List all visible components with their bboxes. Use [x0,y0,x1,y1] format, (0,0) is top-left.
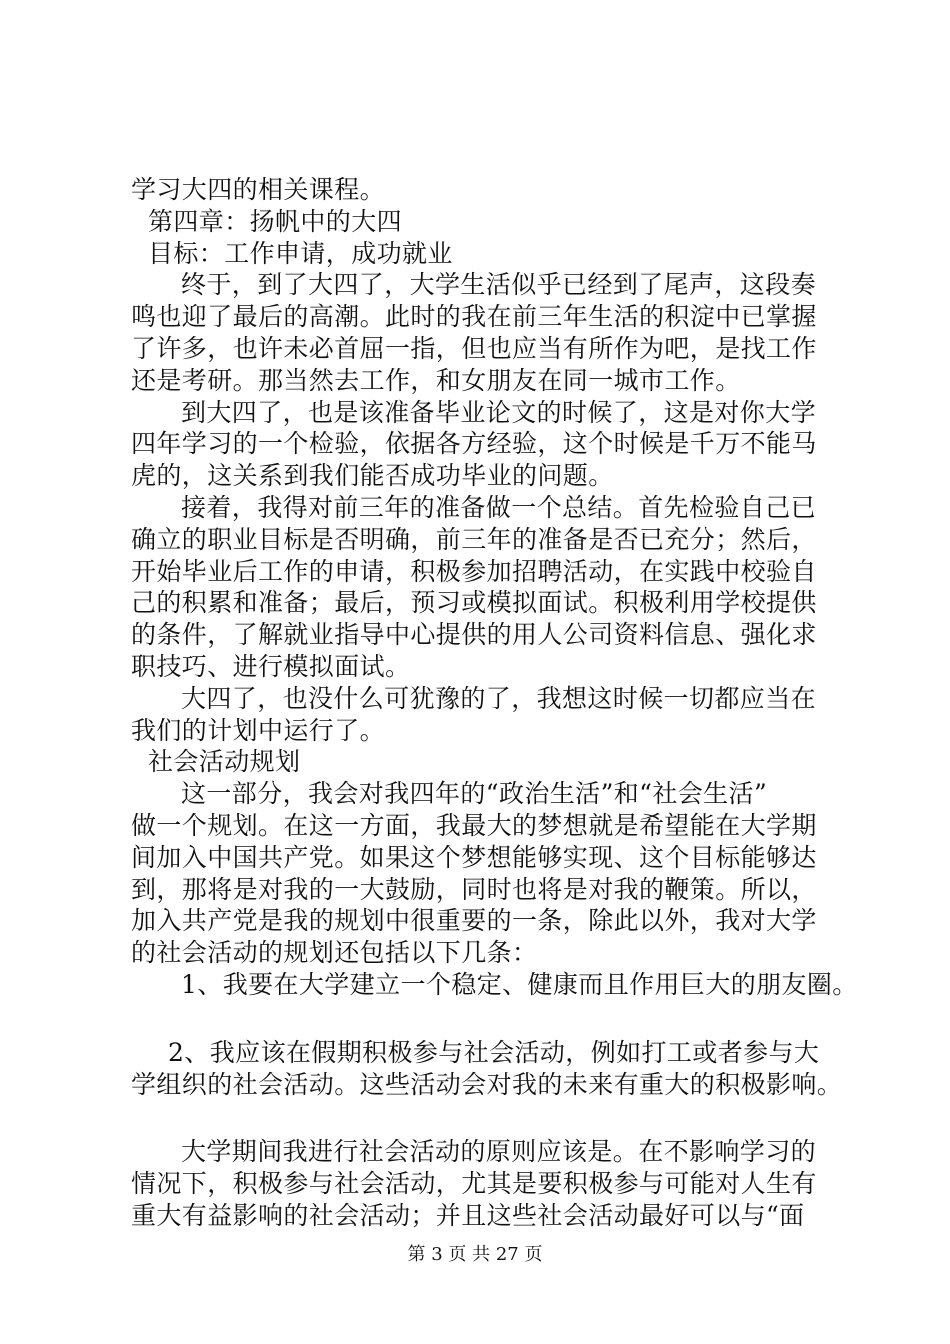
text-line: 确立的职业目标是否明确，前三年的准备是否已充分；然后， [131,524,817,554]
text-line: 终于，到了大四了，大学生活似乎已经到了尾声，这段奏 [181,270,817,300]
text-line: 到，那将是对我的一大鼓励，同时也将是对我的鞭策。所以， [131,874,817,904]
text-line: 开始毕业后工作的申请，积极参加招聘活动，在实践中校验自 [131,556,817,586]
document-body [131,174,858,1232]
text-line: 间加入中国共产党。如果这个梦想能够实现、这个目标能够达 [131,842,817,872]
text-line: 到大四了，也是该准备毕业论文的时候了，这是对你大学 [181,397,817,427]
chapter-heading: 第四章：扬帆中的大四 [148,206,403,236]
section-heading: 社会活动规划 [148,747,301,777]
text-line: 己的积累和准备；最后，预习或模拟面试。积极利用学校提供 [131,588,817,618]
text-line: 的条件，了解就业指导中心提供的用人公司资料信息、强化求 [131,620,817,650]
paragraph-gap [131,1100,831,1136]
text-line: 学习大四的相关课程。 [131,175,386,204]
text-line: 职技巧、进行模拟面试。 [131,651,411,681]
text-line: 加入共产党是我的规划中很重要的一条，除此以外，我对大学 [131,906,817,936]
list-item: 1、我要在大学建立一个稳定、健康而且作用巨大的朋友圈。 [181,969,858,999]
text-line: 学组织的社会活动。这些活动会对我的未来有重大的积极影响。 [131,1069,843,1099]
text-line: 这一部分，我会对我四年的“政治生活”和“社会生活” [181,779,768,809]
text-line: 鸣也迎了最后的高潮。此时的我在前三年生活的积淀中已掌握 [131,302,817,332]
text-line: 四年学习的一个检验，依据各方经验，这个时候是千万不能马 [131,429,817,459]
text-line: 虎的，这关系到我们能否成功毕业的问题。 [131,461,614,491]
text-line: 了许多，也许未必首屈一指，但也应当有所作为吧，是找工作 [131,333,817,363]
text-line: 做一个规划。在这一方面，我最大的梦想就是希望能在大学期 [131,810,817,840]
text-line: 重大有益影响的社会活动；并且这些社会活动最好可以与“面 [131,1200,805,1230]
page-number-footer: 第 3 页 共 27 页 [407,1244,543,1265]
text-line: 还是考研。那当然去工作，和女朋友在同一城市工作。 [131,365,741,395]
text-line: 大学期间我进行社会活动的原则应该是。在不影响学习的 [181,1137,817,1167]
text-line: 的社会活动的规划还包括以下几条： [131,938,538,968]
paragraph-gap [131,1001,831,1037]
text-line: 情况下，积极参与社会活动，尤其是要积极参与可能对人生有 [131,1169,817,1199]
list-item: 2、我应该在假期积极参与社会活动，例如打工或者参与大 [168,1037,820,1067]
text-line: 大四了，也没什么可犹豫的了，我想这时候一切都应当在 [181,683,817,713]
text-line: 我们的计划中运行了。 [131,715,386,745]
goal-line: 目标：工作申请，成功就业 [148,238,453,268]
text-line: 接着，我得对前三年的准备做一个总结。首先检验自己已 [181,492,817,522]
